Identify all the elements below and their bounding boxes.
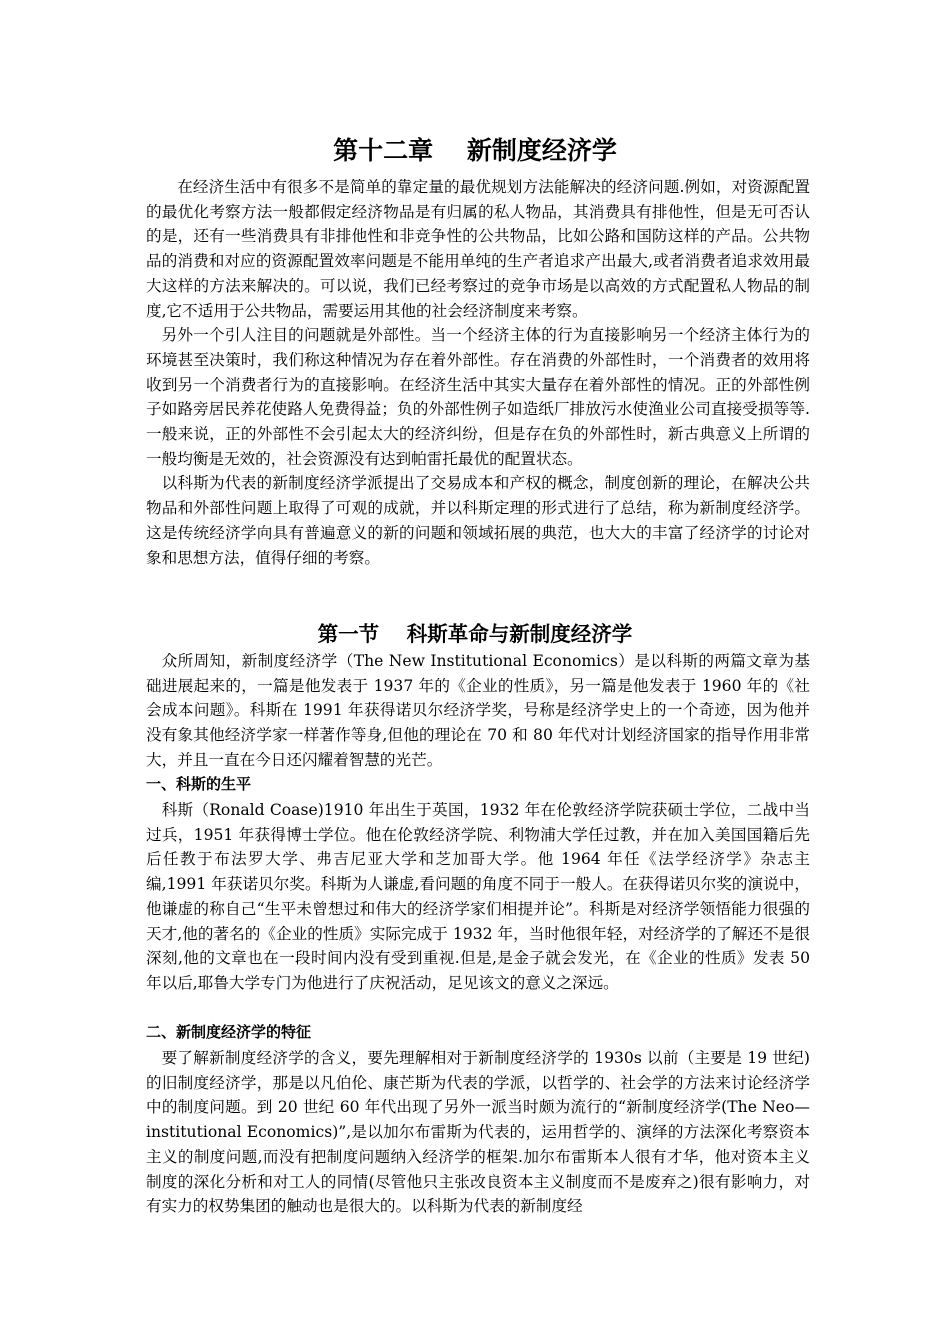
subsection-1-text: [146, 798, 810, 996]
section-paragraph: 众所周知，新制度经济学（The New Institutional Economics）是以科斯的两篇文章为基础进展起来的，一篇是他发表于 1937 年的《企业的性质》，另一篇是他发表于 1960 年的《社会成本问题》。科斯在 1991 年获得诺贝尔经济学奖，号称是经济学史上的一个奇迹，因为他并没有象其他经济学家一样著作等身,但他的理论在 70 和 80 年代对计划经济国家的指导作用非常大，并且一直在今日还闪耀着智慧的光芒。: [146, 652, 810, 769]
intro-paragraph-3: 以科斯为代表的新制度经济学派提出了交易成本和产权的概念，制度创新的理论，在解决公共物品和外部性问题上取得了可观的成就，并以科斯定理的形式进行了总结，称为新制度经济学。这是传统经济学向具有普遍意义的新的问题和领域拓展的典范，也大大的丰富了经济学的讨论对象和思想方法，值得仔细的考察。: [146, 474, 810, 567]
intro-paragraph-2: 另外一个引人注目的问题就是外部性。当一个经济主体的行为直接影响另一个经济主体行为的环境甚至决策时，我们称这种情况为存在着外部性。存在消费的外部性时，一个消费者的效用将收到另一个消费者行为的直接影响。在经济生活中其实大量存在着外部性的情况。正的外部性例子如路旁居民养花使路人免费得益；负的外部性例子如造纸厂排放污水使渔业公司直接受损等等.一般来说，正的外部性不会引起太大的经济纠纷，但是存在负的外部性时，新古典意义上所谓的一般均衡是无效的，社会资源没有达到帕雷托最优的配置状态。: [146, 326, 810, 468]
chapter-title: 第十二章 新制度经济学: [333, 136, 617, 165]
subsection-2-paragraph: 要了解新制度经济学的含义，要先理解相对于新制度经济学的 1930s 以前（主要是 19 世纪)的旧制度经济学，那是以凡伯伦、康芒斯为代表的学派，以哲学的、社会学的方法来讨论经济学中的制度问题。到 20 世纪 60 年代出现了另外一派当时颇为流行的“新制度经济学(The Neo—institutional Economics)”,是以加尔布雷斯为代表的，运用哲学的、演绎的方法深化考察资本主义的制度问题,而没有把制度问题纳入经济学的框架.加尔布雷斯本人很有才华，他对资本主义制度的深化分析和对工人的同情(尽管他只主张改良资本主义制度而不是废弃之)很有影响力，对有实力的权势集团的触动也是很大的。以科斯为代表的新制度经: [146, 1049, 810, 1216]
section-intro-text: [146, 649, 810, 773]
subsection-2-text: [146, 1046, 810, 1219]
section-title: 第一节 科斯革命与新制度经济学: [317, 622, 633, 646]
intro-text: [146, 175, 810, 570]
subsection-heading-1: 一、科斯的生平: [146, 775, 252, 793]
subsection-heading-2: 二、新制度经济学的特征: [146, 1023, 312, 1041]
intro-paragraph-1: 在经济生活中有很多不是简单的靠定量的最优规划方法能解决的经济问题.例如，对资源配置的最优化考察方法一般都假定经济物品是有归属的私人物品，其消费具有排他性，但是无可否认的是，还有一些消费具有非排他性和非竞争性的公共物品，比如公路和国防这样的产品。公共物品的消费和对应的资源配置效率问题是不能用单纯的生产者追求产出最大,或者消费者追求效用最大这样的方法来解决的。可以说，我们已经考察过的竞争市场是以高效的方式配置私人物品的制度,它不适用于公共物品，需要运用其他的社会经济制度来考察。: [146, 178, 810, 320]
subsection-1-paragraph: 科斯（Ronald Coase)1910 年出生于英国，1932 年在伦敦经济学院获硕士学位，二战中当过兵，1951 年获得博士学位。他在伦敦经济学院、利物浦大学任过教，并在加入美国国籍后先后任教于布法罗大学、弗吉尼亚大学和芝加哥大学。他 1964 年任《法学经济学》杂志主编,1991 年获诺贝尔奖。科斯为人谦虚,看问题的角度不同于一般人。在获得诺贝尔奖的演说中，他谦虚的称自己“生平未曾想过和伟大的经济学家们相提并论”。科斯是对经济学领悟能力很强的天才,他的著名的《企业的性质》实际完成于 1932 年，当时他很年轻，对经济学的了解还不是很深刻,他的文章也在一段时间内没有受到重视.但是,是金子就会发光，在《企业的性质》发表 50 年以后,耶鲁大学专门为他进行了庆祝活动，足见该文的意义之深远。: [146, 801, 810, 992]
